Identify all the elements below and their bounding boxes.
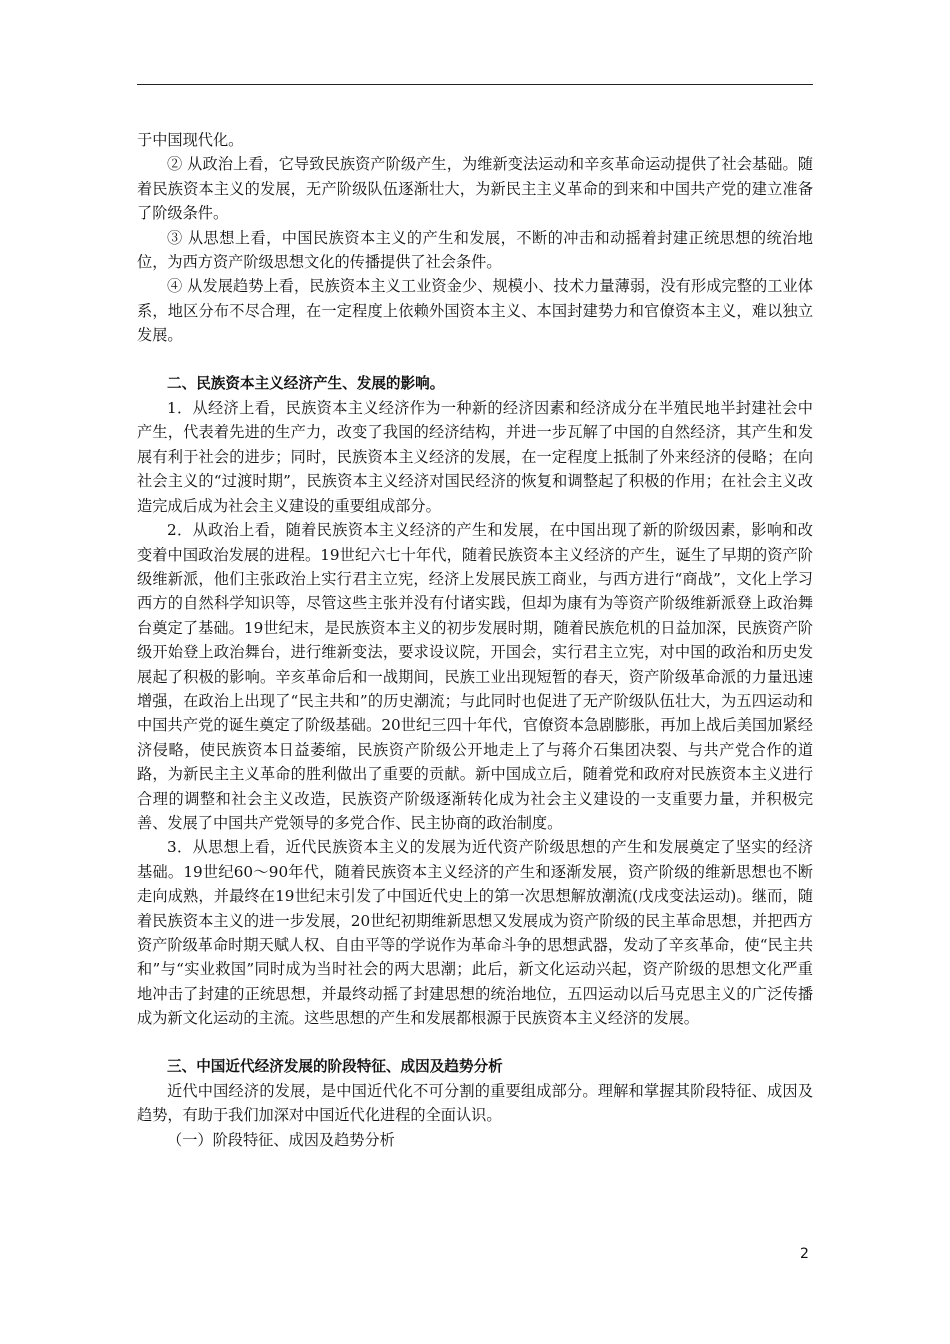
paragraph-political-impact: 2．从政治上看，随着民族资本主义经济的产生和发展，在中国出现了新的阶级因素，影响和改变着中国政治发展的进程。19世纪六七十年代，随着民族资本主义经济的产生，诞生了早期的资产阶级维新派，他们主张政治上实行君主立宪，经济上发展民族工商业，与西方进行“商战”，文化上学习西方的自然科学知识等，尽管这些主张并没有付诸实践，但却为康有为等资产阶级维新派登上政治舞台奠定了基础。19世纪末，是民族资本主义的初步发展时期，随着民族危机的日益加深，民族资产阶级开始登上政治舞台，进行维新变法，要求设议院，开国会，实行君主立宪，对中国的政治和历史发展起了积极的影响。辛亥革命后和一战期间，民族工业出现短暂的春天，资产阶级革命派的力量迅速增强，在政治上出现了“民主共和”的历史潮流；与此同时也促进了无产阶级队伍壮大，为五四运动和中国共产党的诞生奠定了阶级基础。20世纪三四十年代，官僚资本急剧膨胀，再加上战后美国加紧经济侵略，使民族资本日益萎缩，民族资产阶级公开地走上了与蒋介石集团决裂、与共产党合作的道路，为新民主主义革命的胜利做出了重要的贡献。新中国成立后，随着党和政府对民族资本主义进行合理的调整和社会主义改造，民族资产阶级逐渐转化成为社会主义建设的一支重要力量，并积极完善、发展了中国共产党领导的多党合作、民主协商的政治制度。	[137, 521, 813, 832]
section-heading-impact: 二、民族资本主义经济产生、发展的影响。	[167, 374, 445, 392]
paragraph-stages-intro: 近代中国经济的发展，是中国近代化不可分割的重要组成部分。理解和掌握其阶段特征、成因及趋势，有助于我们加深对中国近代化进程的全面认识。	[137, 1082, 813, 1125]
paragraph-economic-impact: 1．从经济上看，民族资本主义经济作为一种新的经济因素和经济成分在半殖民地半封建社会中产生，代表着先进的生产力，改变了我国的经济结构，并进一步瓦解了中国的自然经济，其产生和发展有利于社会的进步；同时，民族资本主义经济的发展，在一定程度上抵制了外来经济的侵略；在向社会主义的“过渡时期”，民族资本主义经济对国民经济的恢复和调整起了积极的作用；在社会主义改造完成后成为社会主义建设的重要组成部分。	[137, 399, 813, 515]
paragraph-continuation: 于中国现代化。	[137, 131, 244, 149]
subsection-heading: （一）阶段特征、成因及趋势分析	[167, 1130, 395, 1149]
page-number: 2	[800, 1246, 809, 1262]
document-body	[137, 128, 813, 1152]
paragraph-trend: ④ 从发展趋势上看，民族资本主义工业资金少、规模小、技术力量薄弱，没有形成完整的工业体系，地区分布不尽合理，在一定程度上依赖外国资本主义、本国封建势力和官僚资本主义，难以独立发展。	[137, 277, 813, 345]
header-rule	[137, 84, 813, 85]
section-heading-stages: 三、中国近代经济发展的阶段特征、成因及趋势分析	[167, 1057, 503, 1075]
paragraph-ideological-impact: 3．从思想上看，近代民族资本主义的发展为近代资产阶级思想的产生和发展奠定了坚实的经济基础。19世纪60～90年代，随着民族资本主义经济的产生和逐渐发展，资产阶级的维新思想也不断走向成熟，并最终在19世纪末引发了中国近代史上的第一次思想解放潮流(戊戌变法运动)。继而，随着民族资本主义的进一步发展，20世纪初期维新思想又发展成为资产阶级的民主革命思想，并把西方资产阶级革命时期天赋人权、自由平等的学说作为革命斗争的思想武器，发动了辛亥革命，使“民主共和”与“实业救国”同时成为当时社会的两大思潮；此后，新文化运动兴起，资产阶级的思想文化严重地冲击了封建的正统思想，并最终动摇了封建思想的统治地位，五四运动以后马克思主义的广泛传播成为新文化运动的主流。这些思想的产生和发展都根源于民族资本主义经济的发展。	[137, 838, 814, 1028]
paragraph-political: ② 从政治上看，它导致民族资产阶级产生，为维新变法运动和辛亥革命运动提供了社会基础。随着民族资本主义的发展，无产阶级队伍逐渐壮大，为新民主主义革命的到来和中国共产党的建立准备了阶级条件。	[137, 155, 813, 223]
paragraph-ideological: ③ 从思想上看，中国民族资本主义的产生和发展，不断的冲击和动摇着封建正统思想的统治地位，为西方资产阶级思想文化的传播提供了社会条件。	[137, 228, 813, 272]
